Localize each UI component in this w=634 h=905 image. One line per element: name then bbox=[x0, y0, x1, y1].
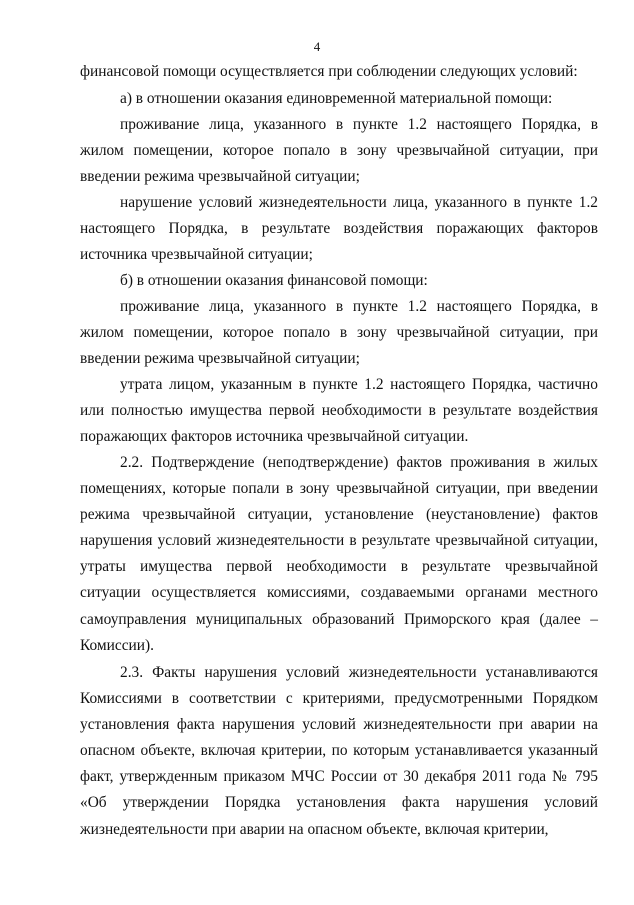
paragraph-residence-condition-1: проживание лица, указанного в пункте 1.2 настоящего Порядка, в жилом помещении, которое попало в зону чрезвычайной ситуации, при введении режима чрезвычайной ситуации; bbox=[80, 116, 598, 186]
page-number: 4 bbox=[313, 39, 321, 54]
paragraph-living-conditions-violation: нарушение условий жизнедеятельности лица, указанного в пункте 1.2 настоящего Порядка, в результате воздействия поражающих факторов источника чрезвычайной ситуации; bbox=[80, 194, 598, 264]
paragraph-continuation: финансовой помощи осуществляется при соблюдении следующих условий: bbox=[80, 63, 578, 80]
paragraph-property-loss: утрата лицом, указанным в пункте 1.2 настоящего Порядка, частично или полностью имущества первой необходимости в результате воздействия поражающих факторов источника чрезвычайной ситуации. bbox=[80, 376, 598, 446]
paragraph-subsection-b: б) в отношении оказания финансовой помощи: bbox=[120, 272, 428, 289]
paragraph-subsection-a: а) в отношении оказания единовременной материальной помощи: bbox=[120, 90, 553, 107]
paragraph-residence-condition-2: проживание лица, указанного в пункте 1.2 настоящего Порядка, в жилом помещении, которое попало в зону чрезвычайной ситуации, при введении режима чрезвычайной ситуации; bbox=[80, 298, 598, 368]
paragraph-clause-2-3: 2.3. Факты нарушения условий жизнедеятельности устанавливаются Комиссиями в соответствии с критериями, предусмотренными Порядком установления факта нарушения условий жизнедеятельности при аварии на опасном объекте, включая критерии, по которым устанавливается указанный факт, утвержденным приказом МЧС России от 30 декабря 2011 года № 795 «Об утверждении Порядка установления факта нарушения условий жизнедеятельности при аварии на опасном объекте, включая критерии, bbox=[80, 664, 598, 838]
paragraph-clause-2-2: 2.2. Подтверждение (неподтверждение) фактов проживания в жилых помещениях, которые попали в зону чрезвычайной ситуации, при введении режима чрезвычайной ситуации, установление (неустановление) фактов нарушения условий жизнедеятельности в результате чрезвычайной ситуации, утраты имущества первой необходимости в результате чрезвычайной ситуации осуществляется комиссиями, создаваемыми органами местного самоуправления муниципальных образований Приморского края (далее – Комиссии). bbox=[80, 454, 598, 654]
